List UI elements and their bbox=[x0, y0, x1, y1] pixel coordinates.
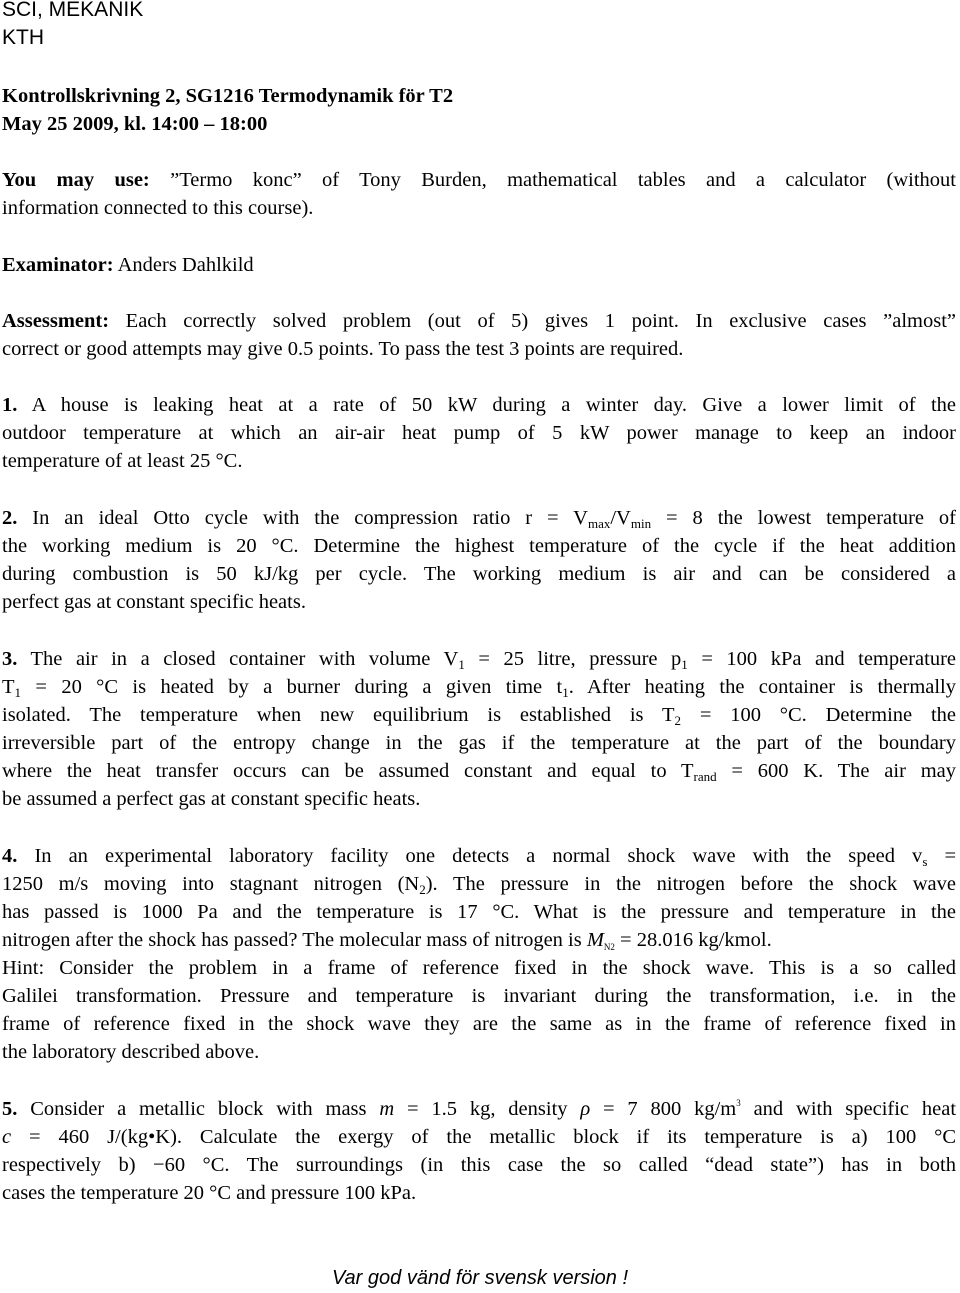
problem-5-line: c = 460 J/(kg•K). Calculate the exergy of the metallic block if its temperature is a) 100 °C bbox=[2, 1126, 956, 1148]
examiner: Examinator: Anders Dahlkild bbox=[2, 254, 254, 276]
problem-3-line: irreversible part of the entropy change in the gas if the temperature at the part of the boundary bbox=[2, 732, 956, 754]
problem-4: 4. In an experimental laboratory facility one detects a normal shock wave with the speed $v_s$ = bbox=[2, 845, 957, 869]
examiner-label: Examinator: bbox=[2, 254, 114, 276]
problem-2-number: 2. bbox=[2, 507, 18, 529]
problem-5: 5. Consider a metallic block with mass m = 1.5 kg, density ρ = 7 800 $kg/m^3$ and with specific heat bbox=[2, 1098, 957, 1120]
problem-3-line: where the heat transfer occurs can be assumed constant and equal to $T_{rand} = 600$ K. The air may bbox=[2, 760, 956, 784]
department: SCI, MEKANIK bbox=[2, 0, 144, 21]
problem-2-line: perfect gas at constant specific heats. bbox=[2, 591, 306, 613]
problem-3: 3. The air in a closed container with volume $V_1 = 25$ litre, pressure $p_1 = 100$ kPa and temperature bbox=[2, 648, 957, 672]
problem-1-line: outdoor temperature at which an air-air heat pump of 5 kW power manage to keep an indoor bbox=[2, 422, 956, 444]
problem-3-line: $T_1 = 20$ °C is heated by a burner during a given time $t_1$. After heating the container is thermally bbox=[2, 676, 957, 700]
assessment: Assessment: Each correctly solved problem (out of 5) gives 1 point. In exclusive cases ”almost” bbox=[2, 310, 956, 332]
problem-3-number: 3. bbox=[2, 648, 18, 670]
problem-4-line: Galilei transformation. Pressure and temperature is invariant during the transformation, i.e. in the bbox=[2, 985, 956, 1007]
problem-5-line: respectively b) −60 °C. The surroundings (in this case the so called “dead state”) has in both bbox=[2, 1154, 956, 1176]
problem-4-line: nitrogen after the shock has passed? The molecular mass of nitrogen is $M_{N2} = 28.016$ kg/kmol. bbox=[2, 929, 772, 952]
problem-3-line: be assumed a perfect gas at constant specific heats. bbox=[2, 788, 421, 810]
problem-1-line: temperature of at least 25 °C. bbox=[2, 450, 243, 472]
exam-title: Kontrollskrivning 2, SG1216 Termodynamik för T2 bbox=[2, 85, 454, 107]
page-footer-note: Var god vänd för svensk version ! bbox=[331, 1267, 629, 1289]
problem-2-line: the working medium is 20 °C. Determine the highest temperature of the cycle if the heat addition bbox=[2, 535, 956, 557]
allowed-aids-cont: information connected to this course). bbox=[2, 197, 314, 219]
problem-4-line: Hint: Consider the problem in a frame of reference fixed in the shock wave. This is a so called bbox=[2, 957, 956, 979]
problem-5-line: cases the temperature 20 °C and pressure 100 kPa. bbox=[2, 1182, 417, 1204]
assessment-label: Assessment: bbox=[2, 310, 110, 332]
problem-5-number: 5. bbox=[2, 1098, 18, 1120]
assessment-cont: correct or good attempts may give 0.5 points. To pass the test 3 points are required. bbox=[2, 338, 684, 360]
problem-3-line: isolated. The temperature when new equilibrium is established is $T_2 = 100$ °C. Determine the bbox=[2, 704, 956, 728]
exam-date: May 25 2009, kl. 14:00 – 18:00 bbox=[2, 113, 268, 135]
problem-1: 1. A house is leaking heat at a rate of 50 kW during a winter day. Give a lower limit of the bbox=[2, 394, 956, 416]
problem-4-number: 4. bbox=[2, 845, 18, 867]
allowed-aids: You may use: ”Termo konc” of Tony Burden, mathematical tables and a calculator (without bbox=[2, 169, 956, 191]
problem-2: 2. In an ideal Otto cycle with the compression ratio $r = V_{max}/V_{min} = 8$ the lowest temperature of bbox=[2, 507, 957, 531]
problem-4-line: 1250 m/s moving into stagnant nitrogen $(N_2)$. The pressure in the nitrogen before the shock wave bbox=[2, 873, 956, 897]
problem-4-line: frame of reference fixed in the shock wave they are the same as in the frame of reference fixed in bbox=[2, 1013, 956, 1035]
allowed-label: You may use: bbox=[2, 169, 150, 191]
school: KTH bbox=[2, 26, 44, 49]
problem-1-number: 1. bbox=[2, 394, 18, 416]
problem-4-line: the laboratory described above. bbox=[2, 1041, 260, 1063]
problem-2-line: during combustion is 50 kJ/kg per cycle. The working medium is air and can be considered a bbox=[2, 563, 956, 585]
problem-4-line: has passed is 1000 Pa and the temperature is 17 °C. What is the pressure and temperature in the bbox=[2, 901, 956, 923]
